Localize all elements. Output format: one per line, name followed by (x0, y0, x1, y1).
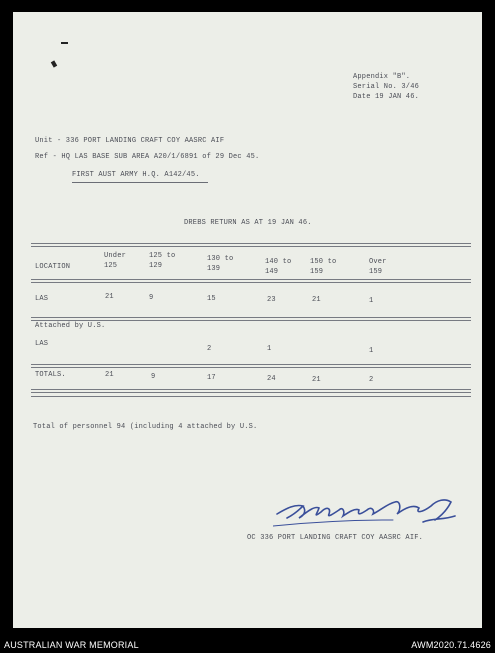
unit-line: Unit - 336 PORT LANDING CRAFT COY AASRC AIF (35, 137, 225, 145)
signature-block: OC 336 PORT LANDING CRAFT COY AASRC AIF. (247, 534, 424, 542)
return-title: DREBS RETURN AS AT 19 JAN 46. (184, 219, 312, 227)
row-attached-over-159: 1 (369, 347, 374, 355)
table-rule (31, 364, 471, 365)
total-personnel-line: Total of personnel 94 (including 4 attached by U.S. (33, 423, 258, 431)
col-header-150-159: 150 to (310, 258, 337, 266)
table-rule (31, 367, 471, 368)
col-header-under-125: Under (104, 252, 127, 260)
ink-mark (51, 60, 57, 67)
col-header-over-159: Over (369, 258, 387, 266)
handwritten-signature (273, 490, 473, 534)
col-header-130-139-line2: 139 (207, 265, 221, 273)
row-totals-150-159: 21 (312, 376, 321, 384)
ref-line: Ref - HQ LAS BASE SUB AREA A20/1/6891 of 29 Dec 45. (35, 153, 260, 161)
row-las-150-159: 21 (312, 296, 321, 304)
row-totals-over-159: 2 (369, 376, 374, 384)
table-rule (31, 317, 471, 318)
serial-number: Serial No. 3/46 (353, 83, 420, 91)
document-date: Date 19 JAN 46. (353, 93, 420, 101)
col-header-over-159-line2: 159 (369, 268, 383, 276)
col-header-140-149-line2: 149 (265, 268, 279, 276)
row-las-125-129: 9 (149, 294, 154, 302)
col-header-140-149: 140 to (265, 258, 292, 266)
row-totals-under-125: 21 (105, 371, 114, 379)
col-header-125-129-line2: 129 (149, 262, 163, 270)
table-rule (31, 392, 471, 393)
table-rule (31, 243, 471, 244)
row-totals-125-129: 9 (151, 373, 156, 381)
row-attached-location: LAS (35, 340, 49, 348)
ref-underline (72, 182, 208, 183)
ink-mark (61, 42, 68, 44)
table-rule (31, 279, 471, 280)
attached-label: Attached by U.S. (35, 322, 106, 330)
document-page (13, 12, 482, 628)
row-las-over-159: 1 (369, 297, 374, 305)
table-rule (31, 320, 471, 321)
col-header-150-159-line2: 159 (310, 268, 324, 276)
row-attached-140-149: 1 (267, 345, 272, 353)
appendix-label: Appendix "B". (353, 73, 411, 81)
row-totals-140-149: 24 (267, 375, 276, 383)
col-header-130-139: 130 to (207, 255, 234, 263)
table-rule (31, 282, 471, 283)
row-las-location: LAS (35, 295, 49, 303)
col-header-125-129: 125 to (149, 252, 176, 260)
row-attached-130-139: 2 (207, 345, 212, 353)
row-las-140-149: 23 (267, 296, 276, 304)
table-rule (31, 389, 471, 390)
row-las-130-139: 15 (207, 295, 216, 303)
table-rule (31, 246, 471, 247)
ref-line-2: FIRST AUST ARMY H.Q. A142/45. (72, 171, 200, 179)
col-header-location: LOCATION (35, 263, 71, 271)
footer-bar (0, 636, 495, 653)
footer-accession-number: AWM2020.71.4626 (411, 640, 491, 650)
col-header-under-125-line2: 125 (104, 262, 118, 270)
row-totals-130-139: 17 (207, 374, 216, 382)
table-rule (31, 396, 471, 397)
row-totals-label: TOTALS. (35, 371, 66, 379)
row-las-under-125: 21 (105, 293, 114, 301)
footer-source: AUSTRALIAN WAR MEMORIAL (4, 640, 139, 650)
